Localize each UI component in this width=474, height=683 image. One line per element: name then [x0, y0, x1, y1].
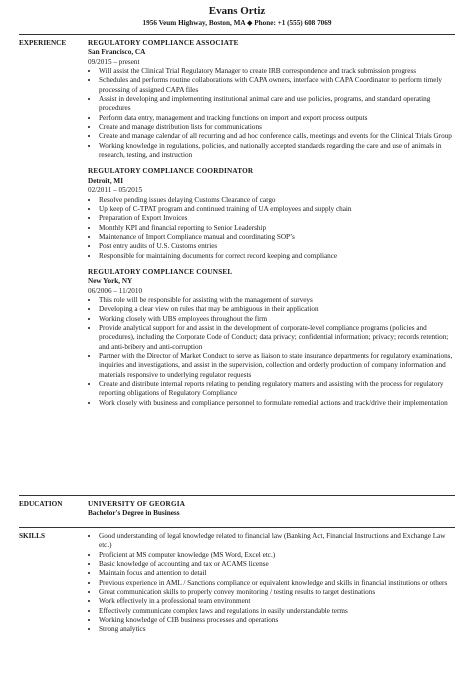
bullet-item: • Will assist the Clinical Trial Regulatory Manager to create IRB correspondence and track submission progress [99, 67, 455, 76]
bullet-item: • Create and distribute internal reports relating to pending regulatory matters and assisting with the process for regulatory reporting obligations of Regulatory Compliance [99, 380, 455, 399]
bullet-item: • Up keep of C-TPAT program and continued training of UA employees and supply chain [99, 205, 455, 214]
job-title: REGULATORY COMPLIANCE COUNSEL [88, 267, 233, 276]
section-label-education: EDUCATION [19, 500, 63, 508]
job-location: New York, NY [88, 277, 133, 286]
job-location: Detroit, MI [88, 176, 123, 185]
school-name: UNIVERSITY OF GEORGIA [88, 500, 186, 508]
bullet-item: • Create and manage calendar of all recurring and ad hoc conference calls, meetings and events for the Clinical Trials Group [99, 132, 455, 141]
skills-list [88, 532, 455, 635]
job-title: REGULATORY COMPLIANCE COORDINATOR [88, 167, 254, 176]
job-dates: 09/2015 – present [88, 57, 140, 66]
resume-header [0, 0, 474, 28]
education-section [19, 500, 455, 519]
degree: Bachelor's Degree in Business [88, 509, 180, 518]
job-bullets [88, 296, 455, 408]
candidate-name: Evans Ortiz [208, 5, 266, 17]
skill-item: • Good understanding of legal knowledge related to financial law (Banking Act, Financial Instructions and Exchange Law etc.) [99, 532, 455, 551]
job-entry [88, 268, 455, 408]
skills-body [88, 532, 455, 635]
section-label-skills: SKILLS [19, 532, 45, 540]
job-bullets [88, 67, 455, 160]
job-dates: 06/2006 – 11/2010 [88, 286, 143, 295]
bullet-item: • Maintenance of Import Compliance manual and coordinating SOP’s [99, 233, 455, 242]
skill-item: • Working knowledge of CIB business processes and operations [99, 616, 455, 625]
skill-item: • Effectively communicate complex laws and regulations in easily understandable terms [99, 607, 455, 616]
job-bullets [88, 196, 455, 261]
education-divider [19, 527, 455, 528]
bullet-item: • Monthly KPI and financial reporting to Senior Leadership [99, 224, 455, 233]
bullet-item: • Create and manage distribution lists for communications [99, 123, 455, 132]
skill-item: • Proficient at MS computer knowledge (MS Word, Excel etc.) [99, 551, 455, 560]
contact-line: 1956 Veum Highway, Boston, MA ◆ Phone: +1 (555) 608 7069 [142, 19, 332, 27]
bullet-item: • Preparation of Export Invoices [99, 214, 455, 223]
skill-item: • Previous experience in AML / Sanctions compliance or equivalent knowledge and skills in financial institutions or others [99, 579, 455, 588]
bullet-item: • Responsible for maintaining documents for correct record keeping and compliance [99, 252, 455, 261]
skills-section [19, 532, 455, 635]
education-body [88, 500, 455, 519]
job-title: REGULATORY COMPLIANCE ASSOCIATE [88, 39, 239, 47]
bullet-item: • This role will be responsible for assisting with the management of surveys [99, 296, 455, 305]
experience-section [19, 39, 455, 415]
bullet-item: • Perform data entry, management and tracking functions on import and export process outputs [99, 114, 455, 123]
job-entry [88, 167, 455, 260]
bullet-item: • Developing a clear view on rules that may be ambiguous in their application [99, 305, 455, 314]
job-entry [88, 39, 455, 160]
bullet-item: • Post entry audits of U.S. Customs entries [99, 242, 455, 251]
bullet-item: • Schedules and performs routine collaborations with CAPA owners, interface with CAPA Coordinator to perform timely processing of assigned CAPA files [99, 76, 455, 95]
experience-body [88, 39, 455, 408]
skill-item: • Strong analytics [99, 625, 455, 634]
bullet-item: • Working knowledge in regulations, policies, and nationally accepted standards regarding the care and use of animals in research, testing, and instruction [99, 142, 455, 161]
skill-item: • Maintain focus and attention to detail [99, 569, 455, 578]
bullet-item: • Partner with the Director of Market Conduct to serve as liaison to state insurance departments for regulatory examinations, inquiries and investigations, and assist in the supervision, collection and orderly production of company information and materials responsive to underlying regulator requests [99, 352, 455, 380]
skill-item: • Basic knowledge of accounting and tax or ACAMS license [99, 560, 455, 569]
job-dates: 02/2011 – 05/2015 [88, 186, 143, 195]
header-divider [19, 34, 455, 35]
bullet-item: • Resolve pending issues delaying Customs Clearance of cargo [99, 196, 455, 205]
skill-item: • Work effectively in a professional team environment [99, 597, 455, 606]
experience-divider [19, 495, 455, 496]
bullet-item: • Work closely with business and compliance personnel to formulate remedial actions and track/drive their implementation [99, 399, 455, 408]
bullet-item: • Provide analytical support for and assist in the development of corporate-level compliance programs (policies and procedures), including the Corporate Code of Conduct; data privacy; confidential information; privacy; records retention; and anti-bribery and anti-corruption [99, 324, 455, 352]
section-label-experience: EXPERIENCE [19, 39, 67, 47]
bullet-item: • Assist in developing and implementing institutional animal care and use policies, programs, and standard operating procedures [99, 95, 455, 114]
job-location: San Francisco, CA [88, 48, 146, 57]
skill-item: • Great communication skills to properly convey monitoring / testing results to target destinations [99, 588, 455, 597]
bullet-item: • Working closely with UBS employees throughout the firm [99, 315, 455, 324]
